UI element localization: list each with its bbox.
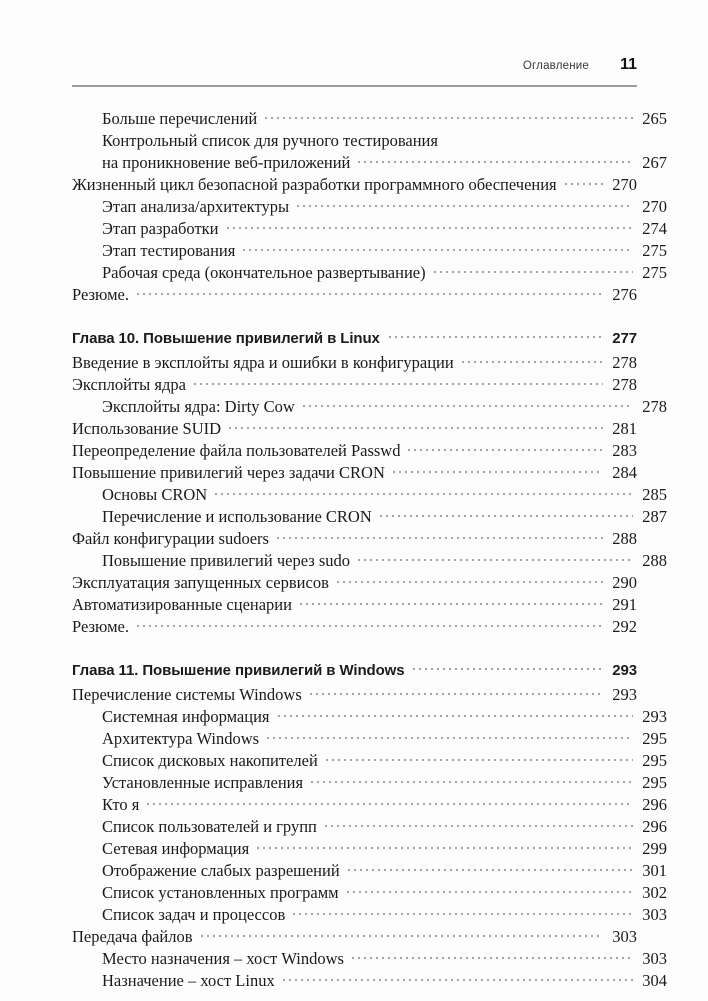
toc-entry-label: Архитектура Windows: [102, 729, 260, 748]
running-head-title: Оглавление: [522, 60, 589, 72]
toc-entry-label: Установленные исправления: [102, 773, 304, 792]
toc-entry-page-number: 275: [642, 241, 667, 260]
toc-entry-page-number: 295: [642, 729, 667, 748]
toc-entry[interactable]: [72, 882, 667, 904]
dot-leader: [276, 712, 633, 728]
toc-entry-label: Больше перечислений: [102, 109, 258, 128]
toc-entry-label: Файл конфигурации sudoers: [72, 529, 269, 548]
dot-leader: [295, 202, 633, 218]
toc-entry[interactable]: [72, 706, 667, 728]
toc-entry-label: Перечисление и использование CRON: [102, 507, 372, 526]
toc-entry-label: Системная информация: [102, 707, 270, 726]
toc-entry[interactable]: [72, 948, 667, 970]
dot-leader: [135, 622, 603, 638]
toc-entry-label: Отображение слабых разрешений: [102, 861, 340, 880]
toc-entry-label: Эксплуатация запущенных сервисов: [72, 573, 329, 592]
toc-entry-label: Глава 11. Повышение привилегий в Windows: [72, 662, 405, 679]
toc-entry-label: Использование SUID: [72, 419, 222, 438]
toc-entry[interactable]: [72, 772, 667, 794]
toc-entry-label: Автоматизированные сценарии: [72, 595, 292, 614]
toc-entry-label: Глава 10. Повышение привилегий в Linux: [72, 330, 380, 347]
dot-leader: [145, 800, 633, 816]
toc-entry-page-number: 293: [612, 685, 637, 704]
toc-entry-page-number: 265: [642, 109, 667, 128]
toc-entry-list: [72, 108, 667, 992]
toc-entry-page-number: 278: [642, 397, 667, 416]
toc-entry-page-number: 291: [612, 595, 637, 614]
toc-entry[interactable]: [72, 374, 637, 396]
toc-entry[interactable]: [72, 418, 637, 440]
toc-entry[interactable]: [72, 484, 667, 506]
toc-chapter-entry[interactable]: [72, 659, 637, 682]
dot-leader: [265, 734, 633, 750]
toc-entry-label: Этап тестирования: [102, 241, 236, 260]
dot-leader: [346, 866, 633, 882]
toc-entry-page-number: 288: [612, 529, 637, 548]
toc-entry[interactable]: [72, 594, 637, 616]
toc-entry[interactable]: [72, 904, 667, 926]
toc-entry[interactable]: [72, 860, 667, 882]
toc-entry-label: Резюме.: [72, 285, 130, 304]
toc-entry[interactable]: [72, 196, 667, 218]
dot-leader: [241, 246, 633, 262]
toc-entry-label: Введение в эксплойты ядра и ошибки в конфигурации: [72, 353, 454, 372]
toc-entry[interactable]: [72, 240, 667, 262]
toc-entry-page-number: 277: [612, 330, 637, 347]
dot-leader: [387, 334, 603, 350]
dot-leader: [378, 512, 633, 528]
toc-entry[interactable]: [72, 218, 667, 240]
toc-entry-page-number: 303: [612, 927, 637, 946]
dot-leader: [335, 578, 603, 594]
toc-entry-label: Список установленных программ: [102, 883, 339, 902]
toc-entry[interactable]: [72, 130, 667, 152]
dot-leader: [391, 468, 603, 484]
toc-entry[interactable]: [72, 616, 637, 638]
toc-entry-label: Список дисковых накопителей: [102, 751, 318, 770]
toc-entry-label: Рабочая среда (окончательное развертывание): [102, 263, 426, 282]
dot-leader: [192, 380, 603, 396]
toc-entry-page-number: 275: [642, 263, 667, 282]
toc-entry-page-number: 288: [642, 551, 667, 570]
toc-entry-page-number: 292: [612, 617, 637, 636]
toc-entry-page-number: 301: [642, 861, 667, 880]
toc-entry-page-number: 281: [612, 419, 637, 438]
dot-leader: [411, 666, 603, 682]
dot-leader: [309, 778, 633, 794]
dot-leader: [350, 954, 633, 970]
dot-leader: [324, 756, 633, 772]
toc-entry-page-number: 283: [612, 441, 637, 460]
dot-leader: [275, 534, 603, 550]
toc-entry-page-number: 274: [642, 219, 667, 238]
toc-chapter-entry[interactable]: [72, 327, 637, 350]
toc-entry[interactable]: [72, 684, 637, 706]
toc-entry-page-number: 285: [642, 485, 667, 504]
toc-entry-label: Эксплойты ядра: [72, 375, 186, 394]
running-head: [72, 56, 637, 74]
dot-leader: [281, 976, 633, 992]
toc-entry[interactable]: [72, 572, 637, 594]
dot-leader: [432, 268, 633, 284]
dot-leader: [323, 822, 633, 838]
toc-entry[interactable]: [72, 462, 637, 484]
toc-entry-page-number: 295: [642, 751, 667, 770]
dot-leader: [255, 844, 633, 860]
dot-leader: [356, 556, 633, 572]
dot-leader: [225, 224, 633, 240]
toc-entry-page-number: 278: [612, 353, 637, 372]
toc-entry[interactable]: [72, 506, 667, 528]
dot-leader: [563, 180, 603, 196]
toc-entry-page-number: 276: [612, 285, 637, 304]
toc-entry[interactable]: [72, 174, 637, 196]
toc-entry-label: Жизненный цикл безопасной разработки программного обеспечения: [72, 175, 557, 194]
toc-entry-label: Перечисление системы Windows: [72, 685, 302, 704]
dot-leader: [135, 290, 603, 306]
dot-leader: [308, 690, 603, 706]
dot-leader: [291, 910, 633, 926]
toc-entry[interactable]: [72, 838, 667, 860]
dot-leader: [406, 446, 603, 462]
toc-entry[interactable]: [72, 926, 637, 948]
page-folio-number: 11: [620, 56, 637, 73]
toc-entry-label: Назначение – хост Linux: [102, 971, 275, 990]
dot-leader: [345, 888, 633, 904]
toc-entry-page-number: 299: [642, 839, 667, 858]
toc-entry[interactable]: [72, 816, 667, 838]
toc-entry-label: Список пользователей и групп: [102, 817, 317, 836]
toc-entry[interactable]: [72, 750, 667, 772]
dot-leader: [298, 600, 603, 616]
toc-entry-label: Контрольный список для ручного тестирования: [102, 131, 438, 150]
toc-entry[interactable]: [72, 728, 667, 750]
toc-entry[interactable]: [72, 970, 667, 992]
toc-entry[interactable]: [72, 152, 667, 174]
toc-entry-label: Передача файлов: [72, 927, 193, 946]
toc-entry-page-number: 290: [612, 573, 637, 592]
toc-entry-label: Повышение привилегий через sudo: [102, 551, 351, 570]
toc-entry-page-number: 303: [642, 949, 667, 968]
toc-entry-page-number: 296: [642, 817, 667, 836]
toc-entry-label: Переопределение файла пользователей Passwd: [72, 441, 401, 460]
toc-entry-label: на проникновение веб-приложений: [102, 153, 351, 172]
toc-entry-page-number: 270: [612, 175, 637, 194]
toc-entry[interactable]: [72, 528, 637, 550]
toc-entry[interactable]: [72, 284, 637, 306]
dot-leader: [213, 490, 633, 506]
toc-entry-page-number: 296: [642, 795, 667, 814]
dot-leader: [460, 358, 603, 374]
toc-entry-label: Место назначения – хост Windows: [102, 949, 344, 968]
toc-entry-label: Резюме.: [72, 617, 130, 636]
dot-leader: [199, 932, 603, 948]
toc-entry-label: Этап разработки: [102, 219, 219, 238]
toc-entry-page-number: 270: [642, 197, 667, 216]
toc-entry-page-number: 287: [642, 507, 667, 526]
dot-leader: [263, 114, 633, 130]
toc-entry-page-number: 278: [612, 375, 637, 394]
toc-entry[interactable]: [72, 794, 667, 816]
toc-entry-label: Кто я: [102, 795, 140, 814]
toc-entry-label: Повышение привилегий через задачи CRON: [72, 463, 385, 482]
toc-entry[interactable]: [72, 440, 637, 462]
toc-entry-page-number: 295: [642, 773, 667, 792]
dot-leader: [227, 424, 603, 440]
toc-entry-page-number: 303: [642, 905, 667, 924]
toc-entry-label: Этап анализа/архитектуры: [102, 197, 290, 216]
header-rule: [72, 85, 637, 87]
toc-entry[interactable]: [72, 352, 637, 374]
toc-entry-label: Сетевая информация: [102, 839, 250, 858]
toc-entry-page-number: 302: [642, 883, 667, 902]
toc-entry[interactable]: [72, 550, 667, 572]
toc-entry-page-number: 293: [612, 662, 637, 679]
toc-entry[interactable]: [72, 108, 667, 130]
toc-entry[interactable]: [72, 262, 667, 284]
toc-entry-label: Основы CRON: [102, 485, 208, 504]
toc-entry-page-number: 267: [642, 153, 667, 172]
toc-entry[interactable]: [72, 396, 667, 418]
toc-entry-label: Эксплойты ядра: Dirty Cow: [102, 397, 295, 416]
toc-entry-label: Список задач и процессов: [102, 905, 286, 924]
toc-entry-page-number: 284: [612, 463, 637, 482]
toc-entry-page-number: 304: [642, 971, 667, 990]
toc-entry-page-number: 293: [642, 707, 667, 726]
dot-leader: [301, 402, 633, 418]
dot-leader: [356, 158, 633, 174]
